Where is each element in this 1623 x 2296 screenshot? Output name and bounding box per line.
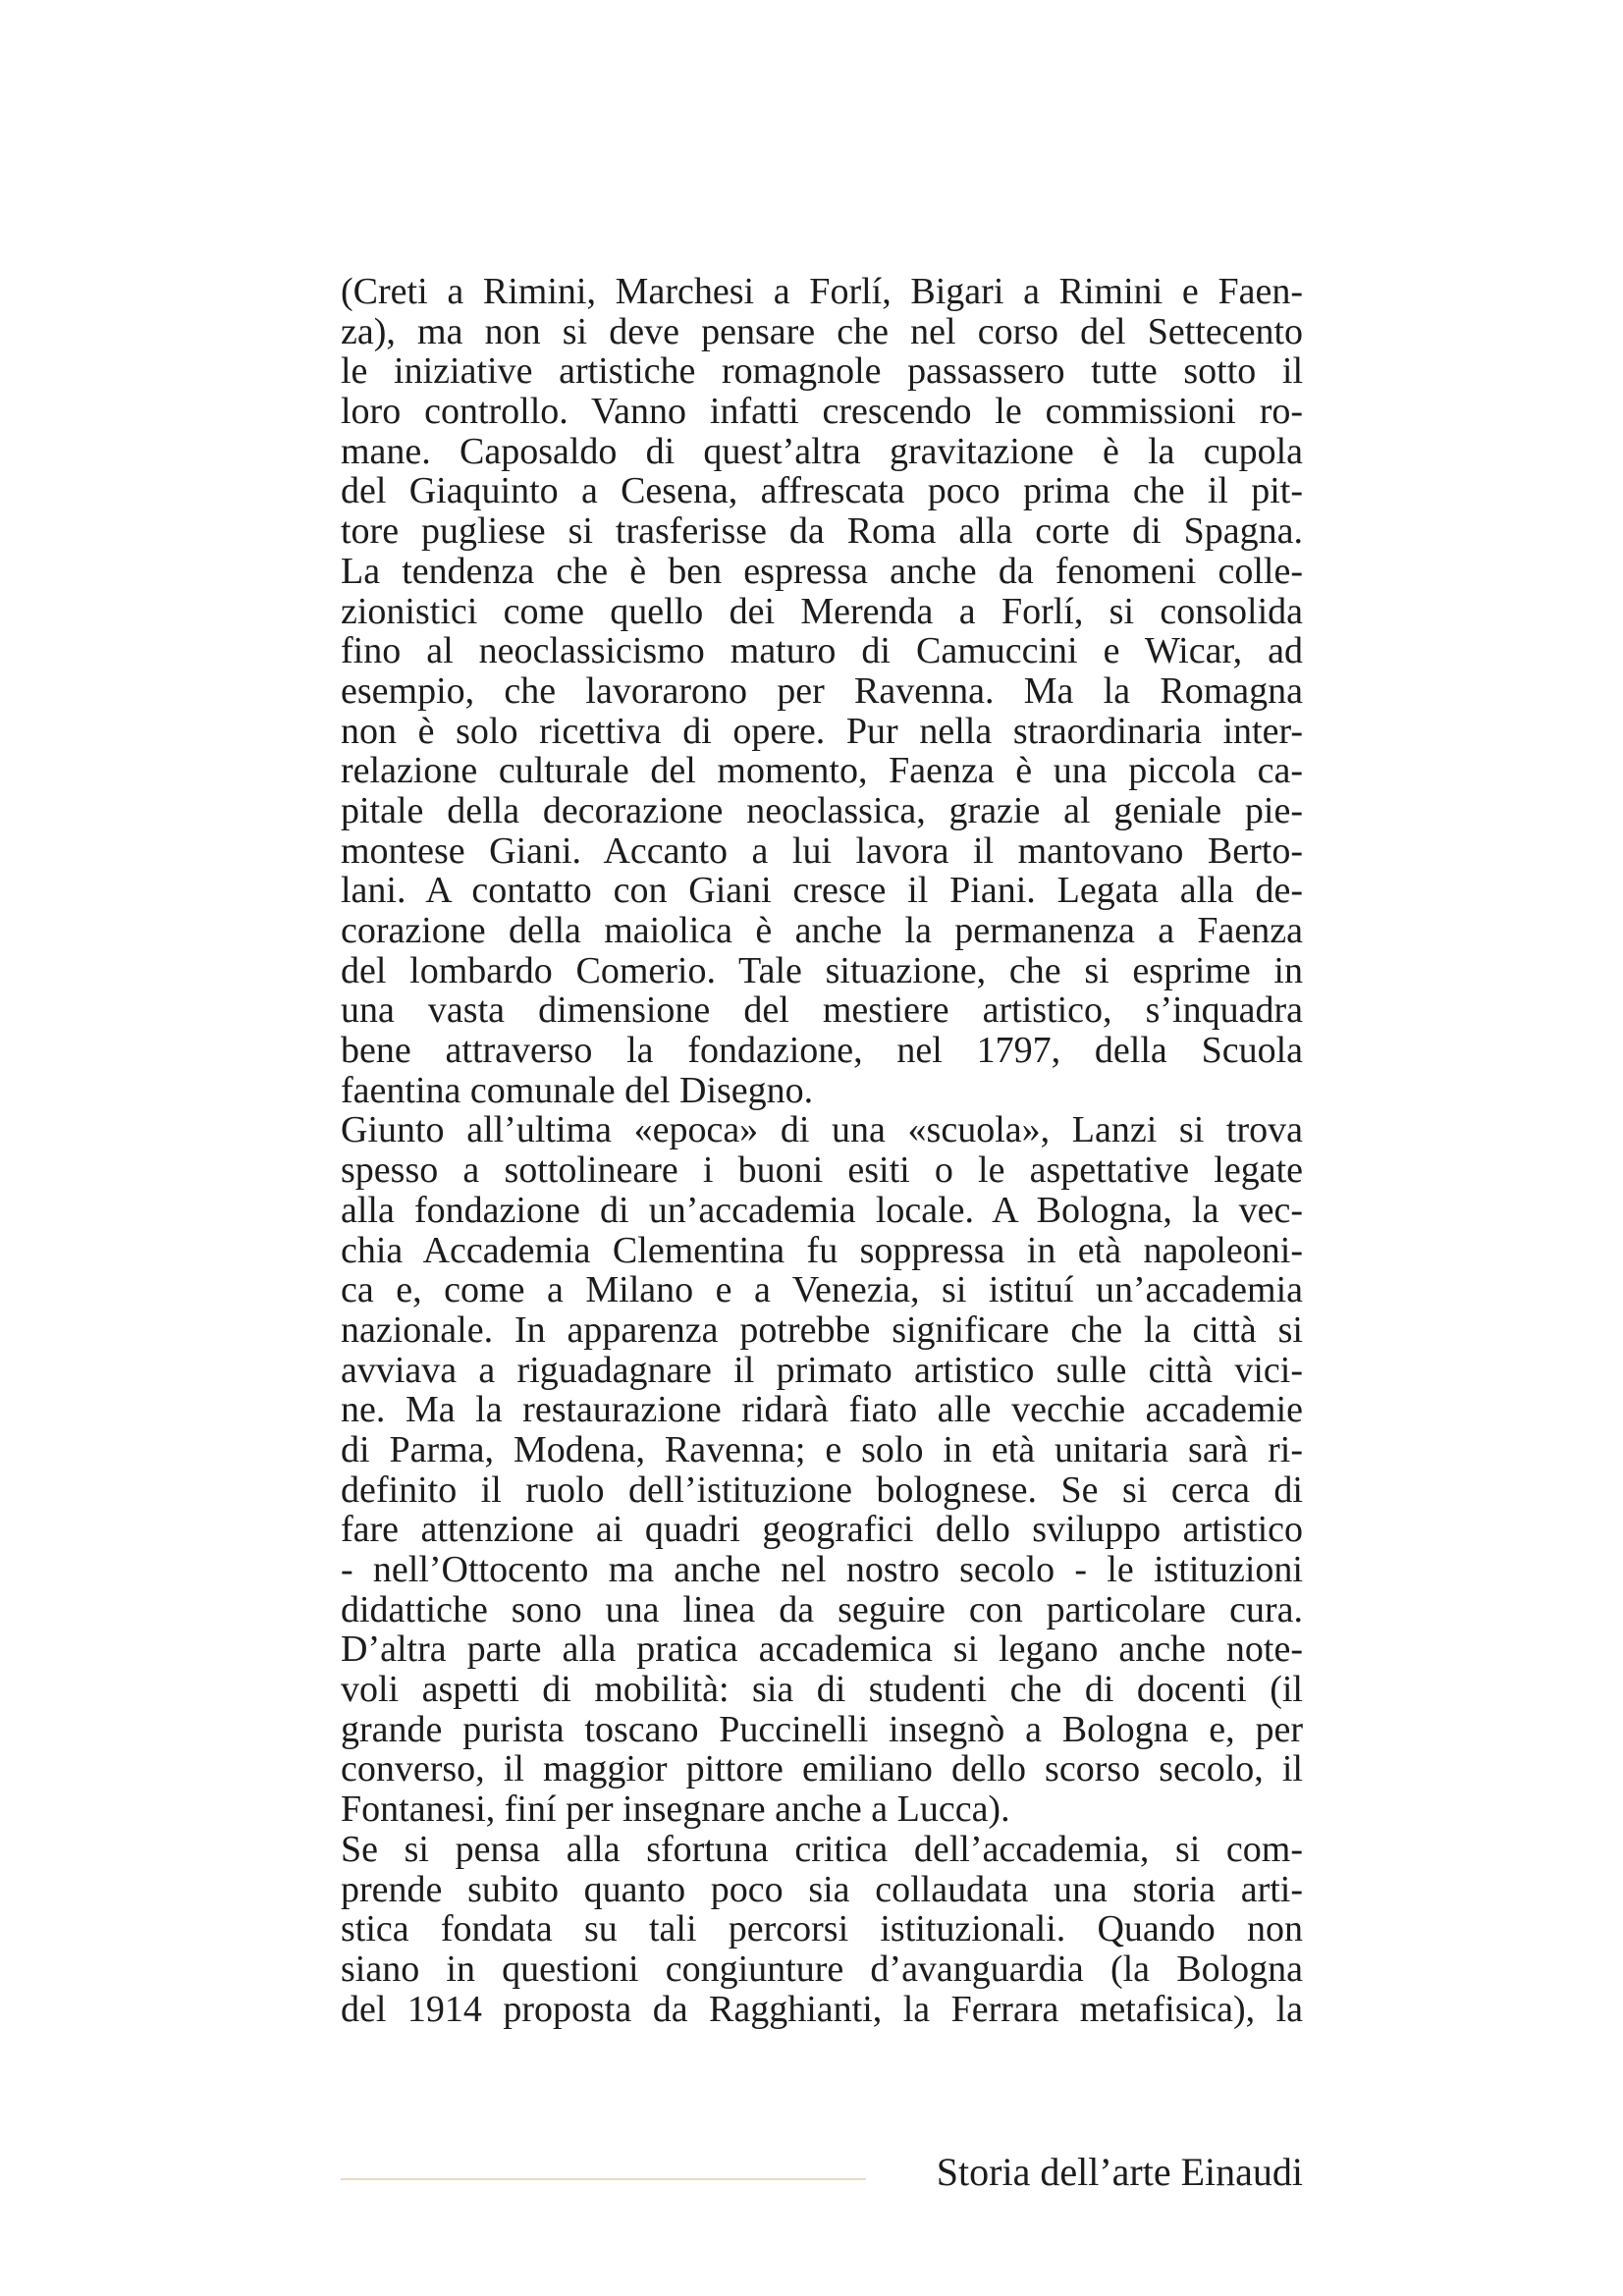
text-line: - nell’Ottocento ma anche nel nostro secolo - le istituzioni — [341, 1549, 1303, 1590]
text-line: una vasta dimensione del mestiere artistico, s’inquadra — [341, 989, 1303, 1032]
text-line: didattiche sono una linea da seguire con particolare cura. — [341, 1588, 1303, 1630]
text-line: tore pugliese si trasferisse da Roma alla corte di Spagna. — [341, 510, 1303, 553]
text-line: fare attenzione ai quadri geografici dello sviluppo artistico — [341, 1509, 1303, 1551]
text-line: pitale della decorazione neoclassica, grazie al geniale pie- — [341, 789, 1303, 831]
text-line: avviava a riguadagnare il primato artistico sulle città vici- — [341, 1349, 1303, 1391]
text-line: alla fondazione di un’accademia locale. A Bologna, la vec- — [341, 1189, 1303, 1231]
text-line: Giunto all’ultima «epoca» di una «scuola», Lanzi si trova — [341, 1109, 1303, 1151]
paragraph — [341, 1110, 1303, 1829]
text-line: del lombardo Comerio. Tale situazione, che si esprime in — [341, 949, 1303, 991]
text-line: converso, il maggior pittore emiliano dello scorso secolo, il — [341, 1748, 1303, 1790]
text-line: (Creti a Rimini, Marchesi a Forlí, Bigari a Rimini e Faen- — [341, 271, 1303, 312]
text-line: bene attraverso la fondazione, nel 1797, della Scuola — [341, 1030, 1303, 1072]
text-line: za), ma non si deve pensare che nel corso del Settecento — [341, 310, 1303, 352]
text-line: definito il ruolo dell’istituzione bolognese. Se si cerca di — [341, 1468, 1303, 1511]
text-line: mane. Caposaldo di quest’altra gravitazione è la cupola — [341, 430, 1303, 472]
text-line: chia Accademia Clementina fu soppressa in età napoleoni- — [341, 1229, 1303, 1271]
text-line: relazione culturale del momento, Faenza è una piccola ca- — [341, 750, 1303, 792]
page-footer — [341, 2148, 1303, 2203]
text-line: Fontanesi, finí per insegnare anche a Lucca). — [341, 1789, 1010, 1831]
text-line: stica fondata su tali percorsi istituzionali. Quando non — [341, 1908, 1303, 1950]
text-line: grande purista toscano Puccinelli insegnò a Bologna e, per — [341, 1708, 1303, 1750]
text-line: ca e, come a Milano e a Venezia, si istituí un’accademia — [341, 1269, 1303, 1311]
footer-rule — [341, 2178, 866, 2180]
text-line: faentina comunale del Disegno. — [341, 1069, 814, 1111]
text-line: siano in questioni congiunture d’avanguardia (la Bologna — [341, 1948, 1303, 1990]
text-line: fino al neoclassicismo maturo di Camuccini e Wicar, ad — [341, 630, 1303, 672]
text-line: le iniziative artistiche romagnole passassero tutte sotto il — [341, 350, 1303, 393]
paragraph — [341, 1830, 1303, 2029]
text-line: prende subito quanto poco sia collaudata una storia arti- — [341, 1868, 1303, 1910]
paragraph — [341, 272, 1303, 1110]
text-line: lani. A contatto con Giani cresce il Piani. Legata alla de- — [341, 870, 1303, 912]
text-line: loro controllo. Vanno infatti crescendo le commissioni ro- — [341, 391, 1303, 433]
text-line: voli aspetti di mobilità: sia di studenti che di docenti (il — [341, 1669, 1303, 1711]
footer-title: Storia dell’arte Einaudi — [936, 2150, 1303, 2194]
text-line: ne. Ma la restaurazione ridarà fiato alle vecchie accademie — [341, 1389, 1303, 1431]
text-line: La tendenza che è ben espressa anche da fenomeni colle- — [341, 550, 1303, 592]
text-line: Se si pensa alla sfortuna critica dell’accademia, si com- — [341, 1828, 1303, 1870]
text-line: montese Giani. Accanto a lui lavora il mantovano Berto- — [341, 829, 1303, 872]
text-line: spesso a sottolineare i buoni esiti o le aspettative legate — [341, 1149, 1303, 1192]
text-line: non è solo ricettiva di opere. Pur nella straordinaria inter- — [341, 710, 1303, 752]
text-line: di Parma, Modena, Ravenna; e solo in età unitaria sarà ri- — [341, 1428, 1303, 1470]
text-line: del Giaquinto a Cesena, affrescata poco prima che il pit- — [341, 470, 1303, 512]
text-line: corazione della maiolica è anche la permanenza a Faenza — [341, 910, 1303, 951]
body-text — [341, 272, 1303, 2029]
text-line: zionistici come quello dei Merenda a Forlí, si consolida — [341, 590, 1303, 632]
text-line: del 1914 proposta da Ragghianti, la Ferrara metafisica), la — [341, 1988, 1303, 2030]
text-line: D’altra parte alla pratica accademica si legano anche note- — [341, 1629, 1303, 1671]
text-line: esempio, che lavorarono per Ravenna. Ma la Romagna — [341, 669, 1303, 712]
text-line: nazionale. In apparenza potrebbe significare che la città si — [341, 1308, 1303, 1351]
